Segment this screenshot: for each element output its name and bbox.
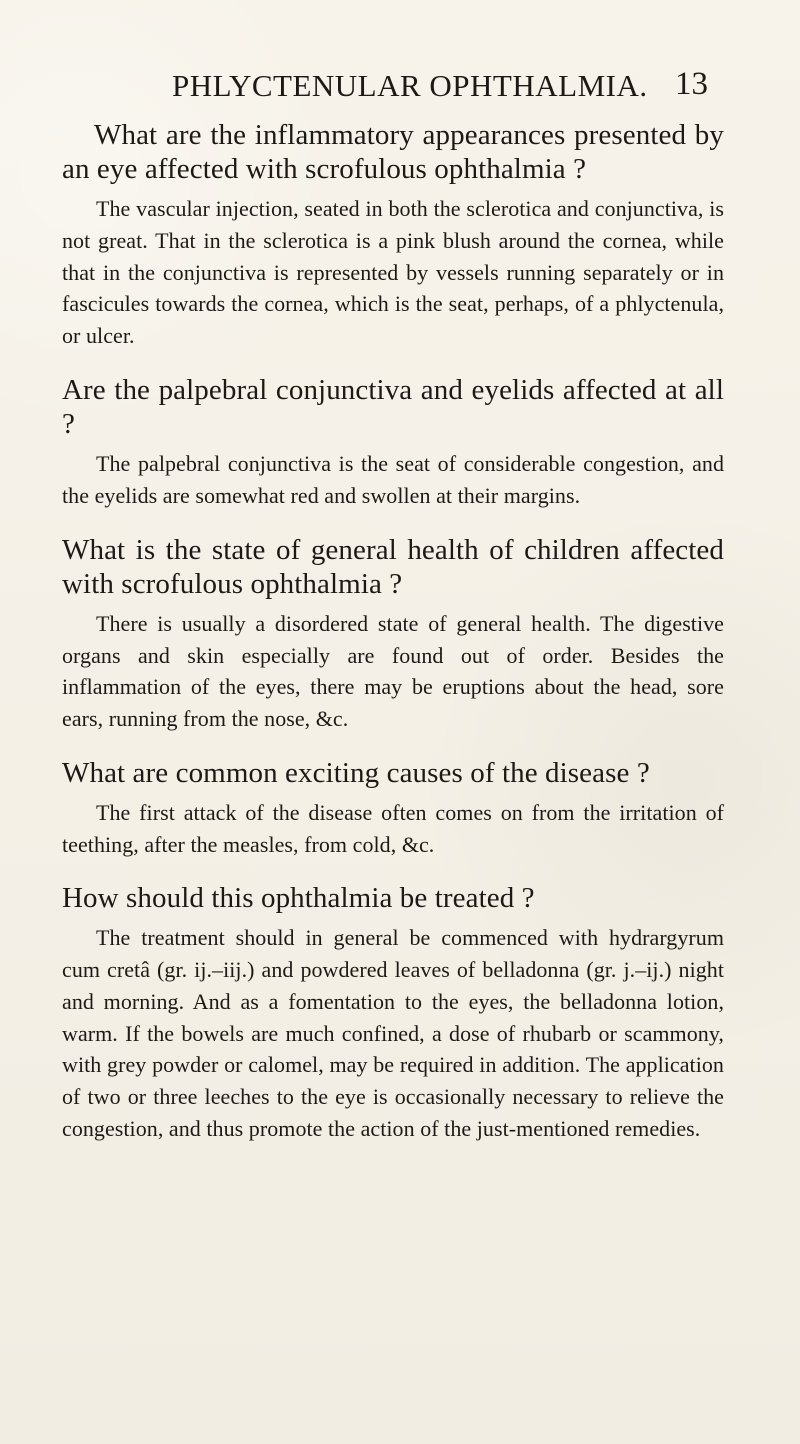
- question-heading: What are common exciting causes of the disease ?: [62, 756, 650, 789]
- answer-paragraph: The palpebral conjunctiva is the seat of considerable congestion, and the eyelids are somewhat red and swollen at their margins.: [62, 451, 724, 508]
- qa-section: [62, 533, 724, 735]
- question-heading: What are the inflammatory appearances presented by an eye affected with scrofulous ophthalmia ?: [62, 119, 724, 186]
- answer-paragraph: There is usually a disordered state of general health. The digestive organs and skin especially are found out of order. Besides the inflammation of the eyes, there may be eruptions about the head, sore ears, running from the nose, &c.: [62, 611, 724, 732]
- question-heading: What is the state of general health of children affected with scrofulous ophthalmia ?: [62, 533, 724, 600]
- qa-section: [62, 756, 724, 861]
- question-heading: Are the palpebral conjunctiva and eyelids affected at all ?: [62, 373, 724, 441]
- qa-section: [62, 881, 724, 1144]
- page-content: [62, 118, 724, 1165]
- answer-paragraph: The treatment should in general be commenced with hydrargyrum cum cretâ (gr. ij.–iij.) and powdered leaves of belladonna (gr. j.–ij.) night and morning. And as a fomentation to the eyes, the belladonna lotion, warm. If the bowels are much confined, a dose of rhubarb or scammony, with grey powder or calomel, may be required in addition. The application of two or three leeches to the eye is occasionally necessary to relieve the congestion, and thus promote the action of the just-mentioned remedies.: [62, 925, 724, 1141]
- answer-paragraph: The first attack of the disease often comes on from the irritation of teething, after the measles, from cold, &c.: [62, 799, 724, 857]
- question-heading: How should this ophthalmia be treated ?: [62, 882, 535, 915]
- answer-paragraph: The vascular injection, seated in both the sclerotica and conjunctiva, is not great. That in the sclerotica is a pink blush around the cornea, while that in the conjunctiva is represented by vessels running separately or in fascicules towards the cornea, which is the seat, perhaps, of a phlyctenula, or ulcer.: [62, 196, 724, 349]
- running-title: PHLYCTENULAR OPHTHALMIA.: [172, 68, 648, 103]
- qa-section: [62, 118, 724, 352]
- qa-section: [62, 373, 724, 512]
- running-head: [172, 66, 732, 114]
- page-number: 13: [675, 66, 708, 102]
